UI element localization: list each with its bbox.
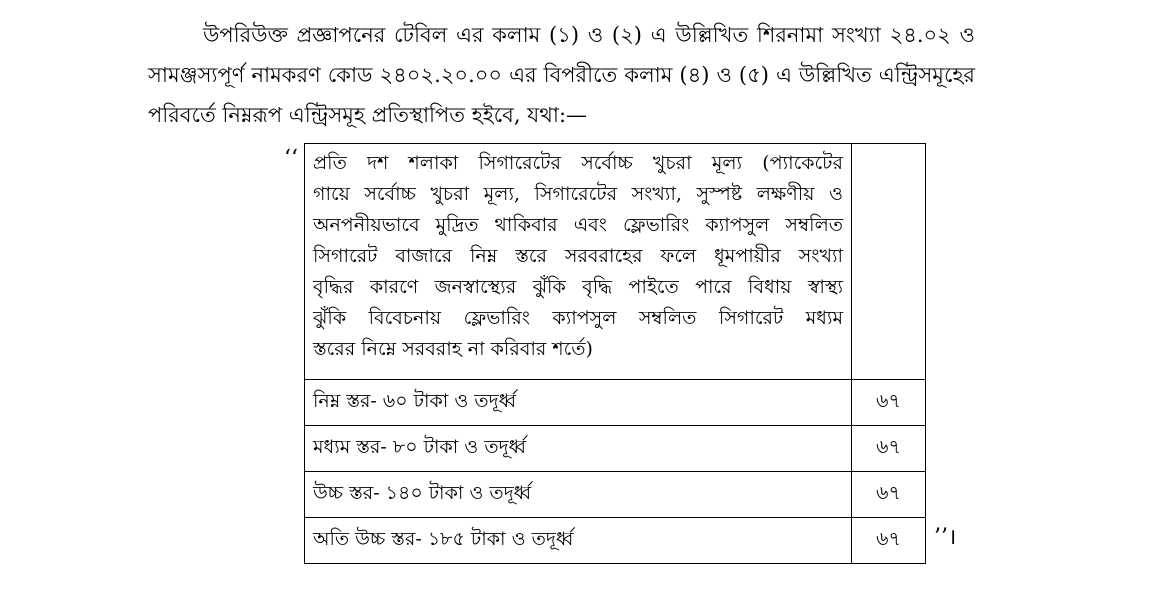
description-line: ঝুঁকি বিবেচনায় ফ্লেভারিং ক্যাপসুল সম্বলিত সিগারেট মধ্যম [313,307,843,329]
paragraph-line-2: সামঞ্জস্যপূর্ণ নামকরণ কোড ২৪০২.২০.০০ এর বিপরীতে কলাম (৪) ও (৫) এ উল্লিখিত এন্ট্রিসমূহের [148,63,975,87]
description-line: সিগারেট বাজারে নিম্ন স্তরে সরবরাহের ফলে ধূমপায়ীর সংখ্যা [313,245,843,267]
tier-label: নিম্ন স্তর- ৬০ টাকা ও তদূর্ধ্ব [305,380,852,426]
tier-rate: ৬৭ [852,380,926,426]
paragraph-line-1: উপরিউক্ত প্রজ্ঞাপনের টেবিল এর কলাম (১) ও (২) এ উল্লিখিত শিরনামা সংখ্যা ২৪.০২ ও [203,23,975,47]
description-line: প্রতি দশ শলাকা সিগারেটের সর্বোচ্চ খুচরা মূল্য (প্যাকেটের [313,152,843,174]
opening-quote: ‘‘ [284,146,298,171]
description-cell [305,144,852,380]
description-line: অনপনীয়ভাবে মুদ্রিত থাকিবার এবং ফ্লেভারিং ক্যাপসুল সম্বলিত [313,214,843,236]
closing-quote: ’’। [934,525,957,550]
paragraph-line-3: পরিবর্তে নিম্নরূপ এন্ট্রিসমূহ প্রতিস্থাপিত হইবে, যথা:— [148,103,588,127]
description-line: বৃদ্ধির কারণে জনস্বাস্থ্যের ঝুঁকি বৃদ্ধি পাইতে পারে বিধায় স্বাস্থ্য [313,276,843,298]
description-line: গায়ে সর্বোচ্চ খুচরা মূল্য, সিগারেটের সংখ্যা, সুস্পষ্ট লক্ষণীয় ও [313,183,843,205]
table-row [305,426,926,472]
entries-table [304,143,926,564]
description-rate-cell [852,144,926,380]
description-row [305,144,926,380]
tier-label: অতি উচ্চ স্তর- ১৮৫ টাকা ও তদূর্ধ্ব [305,518,852,564]
description-line: স্তরের নিম্নে সরবরাহ না করিবার শর্তে) [313,338,593,360]
tier-label: মধ্যম স্তর- ৮০ টাকা ও তদূর্ধ্ব [305,426,852,472]
table-row [305,472,926,518]
tier-rate: ৬৭ [852,472,926,518]
tier-rate: ৬৭ [852,518,926,564]
tier-rate: ৬৭ [852,426,926,472]
table-row [305,518,926,564]
table-row [305,380,926,426]
tier-label: উচ্চ স্তর- ১৪০ টাকা ও তদূর্ধ্ব [305,472,852,518]
